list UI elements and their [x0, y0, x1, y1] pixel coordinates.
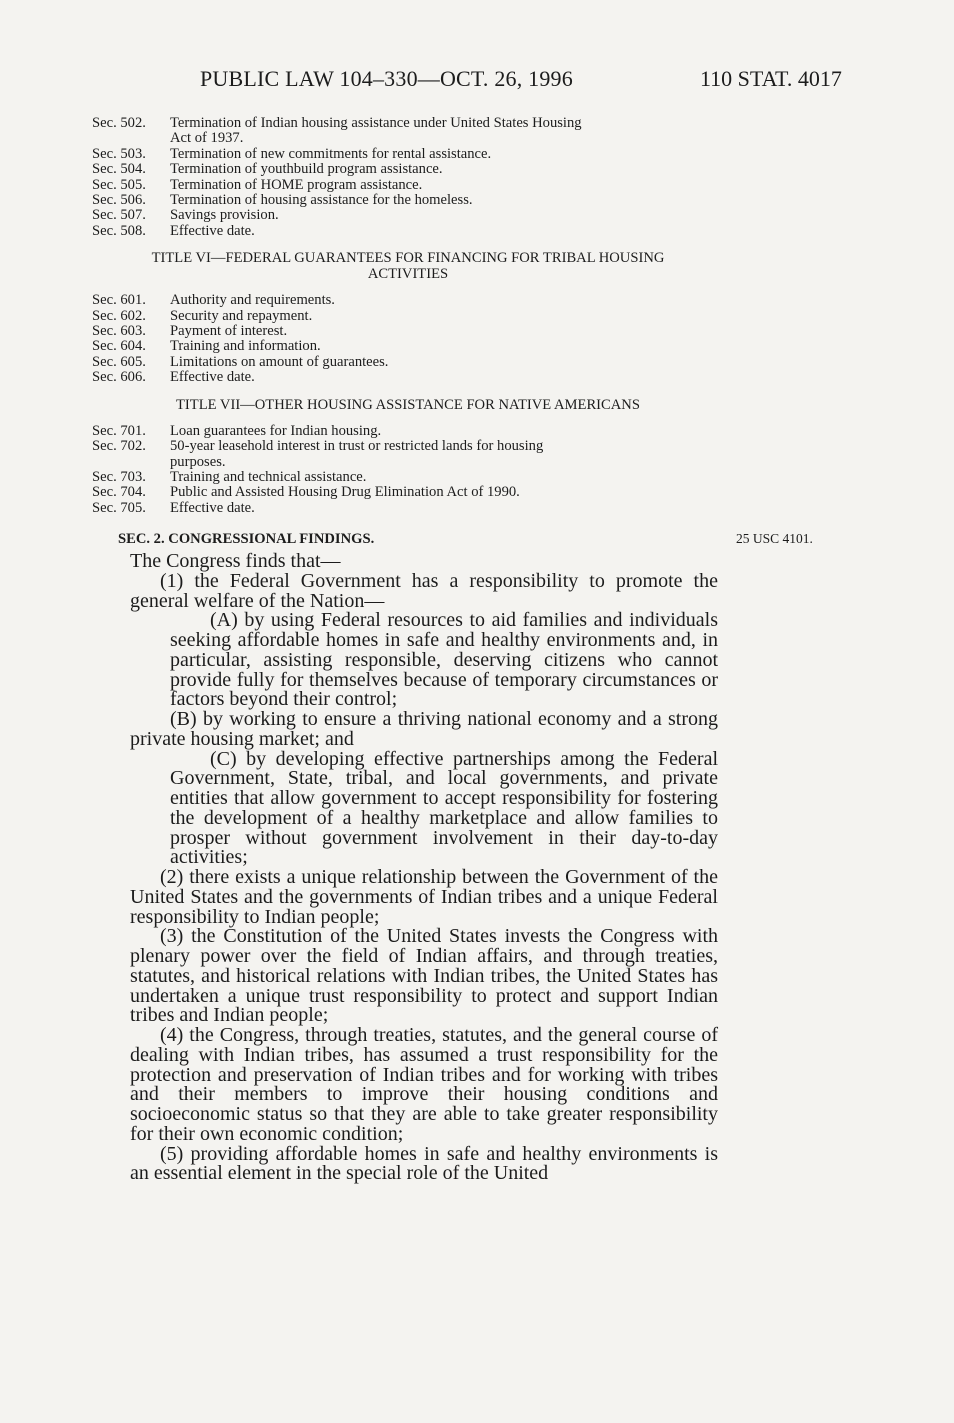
- toc-sec-number: Sec. 505.: [92, 176, 146, 193]
- title-vi-line1: TITLE VI—FEDERAL GUARANTEES FOR FINANCING FOR TRIBAL HOUSING: [151, 250, 665, 267]
- toc-sec-number: Sec. 508.: [92, 222, 146, 239]
- section-heading-row: [0, 531, 954, 549]
- finding-5: (5) providing affordable homes in safe and healthy environments is an essential element in the special role of the United: [130, 1142, 718, 1185]
- title-vi-heading: [92, 250, 724, 282]
- toc-entry: [92, 370, 724, 385]
- toc-sec-number: Sec. 503.: [92, 145, 146, 162]
- title-vii-line: TITLE VII—OTHER HOUSING ASSISTANCE FOR NATIVE AMERICANS: [176, 396, 640, 413]
- toc-sec-title: Termination of HOME program assistance.: [170, 176, 423, 193]
- toc-sec-title: Termination of new commitments for rental assistance.: [170, 145, 492, 162]
- toc-sec-number: Sec. 507.: [92, 207, 146, 224]
- toc-entry: [92, 309, 724, 324]
- toc-entry: [92, 178, 724, 193]
- toc-entry: [92, 501, 724, 516]
- toc-sec-number: Sec. 702.: [92, 438, 146, 455]
- toc-sec-title: Security and repayment.: [170, 307, 313, 324]
- finding-1-b: (B) by working to ensure a thriving national economy and a strong private housing market; and: [130, 708, 718, 750]
- toc-entry: [92, 162, 724, 177]
- toc-sec-number: Sec. 704.: [92, 484, 146, 501]
- findings-lead: The Congress finds that—: [130, 550, 341, 572]
- toc-sec-title: 50-year leasehold interest in trust or restricted lands for housing: [170, 438, 544, 455]
- toc-sec-title: Loan guarantees for Indian housing.: [170, 422, 382, 439]
- toc-sec-title: Training and information.: [170, 338, 321, 355]
- toc-sec-title-cont: Act of 1937.: [170, 130, 244, 147]
- table-of-contents: [92, 116, 724, 516]
- toc-sec-title: Payment of interest.: [170, 323, 288, 340]
- toc-entry: [92, 355, 724, 370]
- toc-entry: [92, 485, 724, 500]
- finding-1-a: (A) by using Federal resources to aid families and individuals seeking affordable homes in safe and healthy environments and, in particular, assisting responsible, deserving citizens who cannot provide fully for themselves because of temporary circumstances or factors beyond their control;: [170, 609, 718, 711]
- toc-sec-number: Sec. 601.: [92, 292, 146, 309]
- toc-sec-number: Sec. 603.: [92, 323, 146, 340]
- finding-1-c: (C) by developing effective partnerships among the Federal Government, State, tribal, and local governments, and private entities that allow government to accept responsibility for fostering the development of a healthy marketplace and allow families to prosper without government involvement in their day-to-day activities;: [170, 747, 718, 869]
- toc-sec-title-cont: purposes.: [170, 453, 226, 470]
- finding-3: (3) the Constitution of the United States invests the Congress with plenary power over the field of Indian affairs, and through treaties, statutes, and historical relations with Indian tribes, the United States has undertaken a unique trust responsibility to protect and support Indian tribes and Indian people;: [130, 925, 718, 1027]
- finding-4: (4) the Congress, through treaties, statutes, and the general course of dealing with Indian tribes, has assumed a trust responsibility for the protection and preservation of Indian tribes and for working with tribes and their members to improve their housing conditions and socioeconomic status so that they are able to take greater responsibility for their own economic condition;: [130, 1024, 718, 1145]
- toc-sec-title: Termination of housing assistance for the homeless.: [170, 192, 473, 209]
- toc-sec-number: Sec. 602.: [92, 307, 146, 324]
- title-vii-heading: [92, 397, 724, 413]
- toc-sec-number: Sec. 705.: [92, 499, 146, 516]
- usc-margin-note: 25 USC 4101.: [736, 531, 813, 546]
- toc-entry: [92, 424, 724, 439]
- toc-sec-title: Effective date.: [170, 222, 255, 239]
- finding-2: (2) there exists a unique relationship between the Government of the United States and the governments of Indian tribes and a unique Federal responsibility to Indian people;: [130, 866, 718, 928]
- toc-entry: [92, 116, 724, 147]
- toc-entry: [92, 439, 724, 470]
- toc-sec-number: Sec. 701.: [92, 422, 146, 439]
- toc-sec-number: Sec. 605.: [92, 353, 146, 370]
- toc-entry: [92, 208, 724, 223]
- header-stat-citation: 110 STAT. 4017: [700, 66, 842, 91]
- toc-sec-number: Sec. 606.: [92, 369, 146, 386]
- toc-sec-title: Termination of youthbuild program assistance.: [170, 161, 443, 178]
- toc-sec-title: Limitations on amount of guarantees.: [170, 353, 389, 370]
- toc-sec-number: Sec. 604.: [92, 338, 146, 355]
- toc-sec-number: Sec. 506.: [92, 192, 146, 209]
- toc-sec-number: Sec. 703.: [92, 468, 146, 485]
- toc-sec-title: Savings provision.: [170, 207, 279, 224]
- toc-sec-number: Sec. 502.: [92, 115, 146, 131]
- header-title: PUBLIC LAW 104–330—OCT. 26, 1996: [200, 66, 573, 91]
- toc-entry: [92, 147, 724, 162]
- toc-sec-title: Effective date.: [170, 369, 255, 386]
- toc-sec-title: Effective date.: [170, 499, 255, 516]
- toc-sec-title: Training and technical assistance.: [170, 468, 367, 485]
- toc-entry: [92, 193, 724, 208]
- toc-entry: [92, 339, 724, 354]
- toc-sec-number: Sec. 504.: [92, 161, 146, 178]
- toc-entry: [92, 224, 724, 239]
- toc-entry: [92, 470, 724, 485]
- finding-1: (1) the Federal Government has a responsibility to promote the general welfare of the Nation—: [130, 569, 718, 612]
- title-vi-line2: ACTIVITIES: [367, 266, 449, 283]
- section-heading: SEC. 2. CONGRESSIONAL FINDINGS.: [118, 531, 375, 547]
- toc-entry: [92, 293, 724, 308]
- toc-sec-title: Public and Assisted Housing Drug Elimination Act of 1990.: [170, 484, 520, 501]
- section-body: [130, 552, 718, 1184]
- toc-entry: [92, 324, 724, 339]
- page-header: [0, 66, 954, 96]
- toc-sec-title: Authority and requirements.: [170, 292, 335, 309]
- toc-sec-title: Termination of Indian housing assistance under United States Housing: [170, 115, 582, 131]
